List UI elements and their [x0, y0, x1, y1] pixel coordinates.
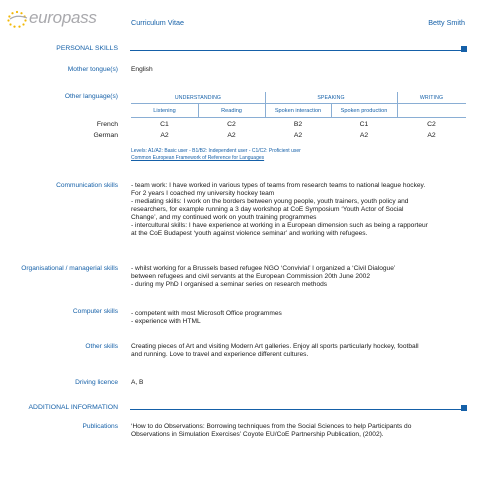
publications-text: [131, 423, 467, 439]
other-languages-label: Other language(s): [64, 93, 118, 100]
section-personal-skills: [0, 45, 481, 55]
stars-circle-icon: [6, 10, 28, 28]
text-line: researchers, for example running a 3 day workshop at CoE Symposium ‘Youth Actor of Social: [131, 206, 404, 214]
text-line: - intercultural skills: I have experience at working in a European dimension such as being a rapporteur: [131, 222, 428, 230]
document-title: Curriculum Vitae: [131, 18, 184, 27]
europass-logo: [6, 10, 97, 29]
logo-text: europass: [29, 8, 97, 27]
text-line: - team work: I have worked in various types of teams from research teams to national league hockey.: [131, 182, 426, 189]
subhead-reading: Reading: [221, 108, 242, 114]
text-line: between refugees and civil servants at the European Commission 20th June 2002: [131, 273, 370, 281]
language-row-french: [96, 119, 466, 130]
level-cell: C1: [160, 121, 169, 128]
language-table-group-row: [131, 92, 466, 104]
group-understanding: UNDERSTANDING: [174, 95, 222, 101]
driving-licence-label: Driving licence: [75, 379, 118, 386]
text-line: For 2 years I coached my university hockey team: [131, 190, 275, 198]
language-row-german: [93, 130, 466, 141]
level-cell: B2: [293, 121, 303, 128]
section-divider: [130, 50, 461, 51]
driving-licence-value: A, B: [131, 379, 144, 386]
language-name: German: [93, 132, 118, 139]
mother-tongue-value: English: [131, 66, 153, 73]
section-divider: [130, 409, 461, 410]
subhead-spoken-production: Spoken production: [340, 108, 388, 114]
section-title: PERSONAL SKILLS: [56, 45, 118, 52]
text-line: - during my PhD I organised a seminar series on research methods: [131, 281, 328, 289]
subhead-spoken-interaction: Spoken interaction: [274, 108, 322, 114]
section-marker: [461, 405, 467, 411]
level-cell: A2: [427, 132, 436, 139]
level-cell: C2: [427, 121, 436, 128]
mother-tongue-label: Mother tongue(s): [67, 66, 118, 73]
text-line: - competent with most Microsoft Office programmes: [131, 310, 282, 317]
cv-header: [0, 0, 481, 34]
computer-skills-label: Computer skills: [72, 308, 118, 315]
publications-label: Publications: [82, 423, 118, 430]
text-line: Observations in Simulation Exercises’ Coyote EU/CoE Partnership Publication, (2002).: [131, 431, 384, 439]
communication-skills-label: Communication skills: [56, 182, 118, 189]
other-skills-label: Other skills: [85, 343, 118, 350]
group-speaking: SPEAKING: [317, 95, 345, 101]
language-levels-legend: Levels: A1/A2: Basic user - B1/B2: Independent user - C1/C2: Proficient user: [131, 148, 301, 154]
organisational-skills-text: [131, 265, 467, 289]
other-skills-text: [131, 343, 467, 359]
text-line: at the CoE Budapest ‘youth against violence seminar’ and working with refugees.: [131, 230, 368, 238]
text-line: Creating pieces of Art and visiting Modern Art galleries. Enjoy all sports particularly hockey, football: [131, 343, 419, 350]
text-line: - experience with HTML: [131, 318, 201, 326]
text-line: Change’, and my continued work on youth training programmes: [131, 214, 317, 222]
cefr-link[interactable]: Common European Framework of Reference for Languages: [131, 155, 265, 161]
organisational-skills-label: Organisational / managerial skills: [21, 265, 118, 272]
group-writing: WRITING: [419, 95, 444, 101]
level-cell: C2: [227, 121, 236, 128]
level-cell: A2: [359, 132, 369, 139]
language-table-subheader-row: [131, 104, 466, 118]
language-name: French: [96, 121, 118, 128]
text-line: ‘How to do Observations: Borrowing techniques from the Social Sciences to help Participants do: [131, 423, 412, 430]
level-cell: A2: [160, 132, 169, 139]
level-cell: C1: [359, 121, 369, 128]
text-line: - mediating skills: I work on the borders between young people, youth trainers, youth policy and: [131, 198, 409, 206]
column-divider: [331, 104, 332, 117]
level-cell: A2: [227, 132, 236, 139]
computer-skills-text: [131, 310, 467, 326]
subhead-listening: Listening: [153, 108, 176, 114]
text-line: - whilst working for a Brussels based refugee NGO ‘Convivial’ I organized a ‘Civil Dialogue’: [131, 265, 396, 272]
section-marker: [461, 46, 467, 52]
text-line: and running. Love to travel and experience different cultures.: [131, 351, 309, 359]
communication-skills-text: [131, 182, 467, 238]
person-name: Betty Smith: [428, 18, 465, 27]
section-title: ADDITIONAL INFORMATION: [28, 404, 118, 411]
level-cell: A2: [293, 132, 303, 139]
section-additional-information: [0, 404, 481, 414]
language-table: [93, 92, 466, 141]
column-divider: [198, 104, 199, 117]
